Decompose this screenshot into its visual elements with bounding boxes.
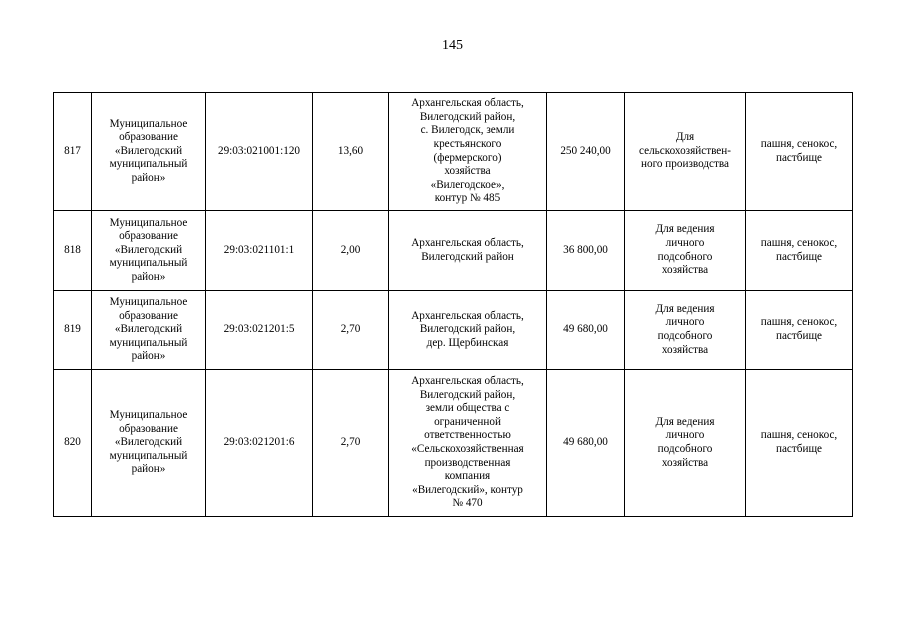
owner-cell: Муниципальное образование «Вилегодский муниципальный район»	[92, 370, 206, 517]
table-row	[54, 370, 853, 517]
area-cell: 2,00	[313, 211, 389, 291]
area-cell: 13,60	[313, 93, 389, 211]
cadastral-number-cell: 29:03:021101:1	[206, 211, 313, 291]
location-cell: Архангельская область, Вилегодский район, земли общества с ограниченной ответственностью «Сельскохозяйственная производственная компания «Вилегодский», контур № 470	[389, 370, 547, 517]
area-cell: 2,70	[313, 291, 389, 370]
location-cell: Архангельская область, Вилегодский район, с. Вилегодск, земли крестьянского (фермерского) хозяйства «Вилегодское», контур № 485	[389, 93, 547, 211]
page-number: 145	[442, 38, 463, 53]
row-number-cell: 817	[54, 93, 92, 211]
price-cell: 49 680,00	[547, 370, 625, 517]
land-type-cell: пашня, сенокос, пастбище	[746, 370, 853, 517]
cadastral-number-cell: 29:03:021201:6	[206, 370, 313, 517]
row-number-cell: 820	[54, 370, 92, 517]
permitted-use-cell: Для ведения личного подсобного хозяйства	[625, 291, 746, 370]
price-cell: 49 680,00	[547, 291, 625, 370]
owner-cell: Муниципальное образование «Вилегодский муниципальный район»	[92, 291, 206, 370]
location-cell: Архангельская область, Вилегодский район	[389, 211, 547, 291]
permitted-use-cell: Для ведения личного подсобного хозяйства	[625, 370, 746, 517]
table-row	[54, 93, 853, 211]
land-type-cell: пашня, сенокос, пастбище	[746, 211, 853, 291]
cadastral-number-cell: 29:03:021001:120	[206, 93, 313, 211]
owner-cell: Муниципальное образование «Вилегодский муниципальный район»	[92, 211, 206, 291]
table-row	[54, 291, 853, 370]
price-cell: 36 800,00	[547, 211, 625, 291]
price-cell: 250 240,00	[547, 93, 625, 211]
land-type-cell: пашня, сенокос, пастбище	[746, 93, 853, 211]
location-cell: Архангельская область, Вилегодский район, дер. Щербинская	[389, 291, 547, 370]
row-number-cell: 819	[54, 291, 92, 370]
land-plots-table	[53, 92, 853, 517]
row-number-cell: 818	[54, 211, 92, 291]
cadastral-number-cell: 29:03:021201:5	[206, 291, 313, 370]
table-row	[54, 211, 853, 291]
permitted-use-cell: Для ведения личного подсобного хозяйства	[625, 211, 746, 291]
area-cell: 2,70	[313, 370, 389, 517]
permitted-use-cell: Для сельскохозяйствен- ного производства	[625, 93, 746, 211]
land-type-cell: пашня, сенокос, пастбище	[746, 291, 853, 370]
owner-cell: Муниципальное образование «Вилегодский муниципальный район»	[92, 93, 206, 211]
